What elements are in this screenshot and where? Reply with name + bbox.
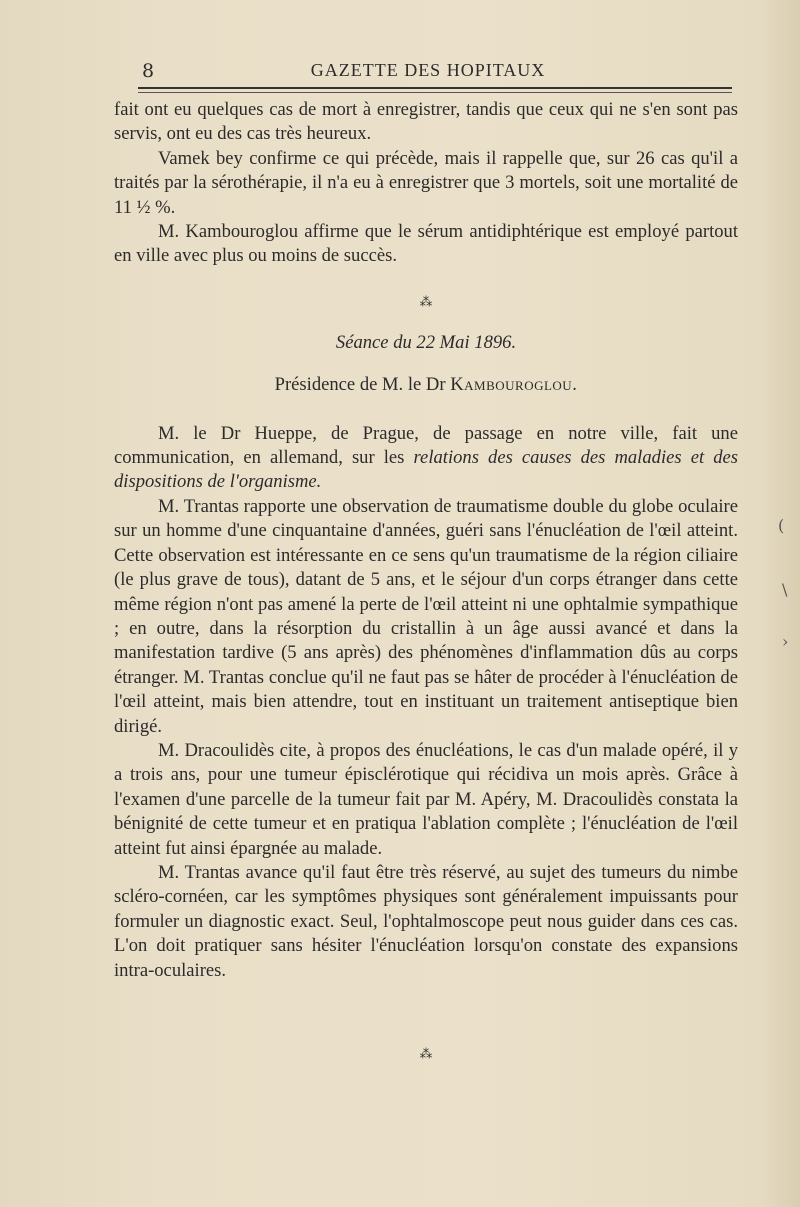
session-presidence xyxy=(114,373,738,397)
section-separator: ⁂ xyxy=(419,293,433,309)
paragraph-continuation: fait ont eu quelques cas de mort à enregistrer, tandis que ceux qui ne s'en sont pas servis, ont eu des cas très heureux. xyxy=(114,99,738,145)
section-separator-end: ⁂ xyxy=(419,1046,433,1061)
header-rule-thick xyxy=(138,87,732,89)
president-name: Kambouroglou. xyxy=(450,374,578,396)
journal-title: GAZETTE DES HOPITAUX xyxy=(310,60,546,80)
hueppe-text: M. le Dr Hueppe, de Prague, de passage en notre ville, fait une communication, en allemand, sur les xyxy=(114,422,738,469)
hueppe-topic: relations des causes des maladies et des dispositions de l'organisme. xyxy=(114,447,738,493)
paragraph-kambouroglou: M. Kambouroglou affirme que le sérum antidiphtérique est employé partout en ville avec plus ou moins de succès. xyxy=(114,221,738,267)
margin-mark: ( xyxy=(778,516,785,535)
session-title: Séance du 22 Mai 1896. xyxy=(335,331,517,353)
page-header xyxy=(118,58,738,84)
margin-mark: › xyxy=(782,632,789,651)
paragraph-trantas-observation: M. Trantas rapporte une observation de traumatisme double du globe oculaire sur un homme d'une cinquantaine d'années, guéri sans l'énucléation de l'œil atteint. Cette observation est intéressante en ce sens qu'un traumatisme de la région ciliaire (le plus grave de tous), datant de 5 ans, et le séjour d'un corps étranger dans cette même région n'ont pas amené la perte de l'œil atteint ni une ophtalmie sympathique ; en outre, dans la résorption du cristallin à un âge aussi avancé et dans la manifestation tardive (5 ans après) des phénomènes d'inflammation dûs au corps étranger. M. Trantas conclue qu'il ne faut pas se hâter de procéder à l'énucléation de l'œil atteint, mais bien attendre, tout en instituant un traitement antiseptique bien dirigé. xyxy=(114,495,738,737)
paragraph-trantas-tumeurs: M. Trantas avance qu'il faut être très réservé, au sujet des tumeurs du nimbe scléro-cornéen, car les symptômes physiques sont généralement impuissants pour formuler un diagnostic exact. Seul, l'ophtalmoscope peut nous guider dans ces cas. L'on doit pratiquer sans hésiter l'énucléation lorsqu'on constate des expansions intra-oculaires. xyxy=(114,861,738,981)
paragraph-vamek-bey: Vamek bey confirme ce qui précède, mais il rappelle que, sur 26 cas qu'il a traités par la sérothérapie, il n'a eu à enregistrer que 3 mortels, soit une mortalité de 11 ½ %. xyxy=(114,147,738,218)
margin-mark: \ xyxy=(782,580,788,599)
article-body xyxy=(114,98,738,1061)
presidence-prefix: Présidence de M. le Dr xyxy=(274,374,446,396)
page-number: 8 xyxy=(142,60,155,82)
paragraph-hueppe xyxy=(114,422,738,495)
paragraph-dracoulides: M. Dracoulidès cite, à propos des énucléations, le cas d'un malade opéré, il y a trois ans, pour une tumeur épisclérotique qui récidiva un mois après. Grâce à l'examen d'une parcelle de la tumeur fait par M. Apéry, M. Dracoulidès constata la bénignité de cette tumeur et en pratiqua l'ablation complète ; l'énucléation de l'œil atteint fut ainsi épargnée au malade. xyxy=(114,739,738,859)
header-rule-thin xyxy=(138,92,732,93)
